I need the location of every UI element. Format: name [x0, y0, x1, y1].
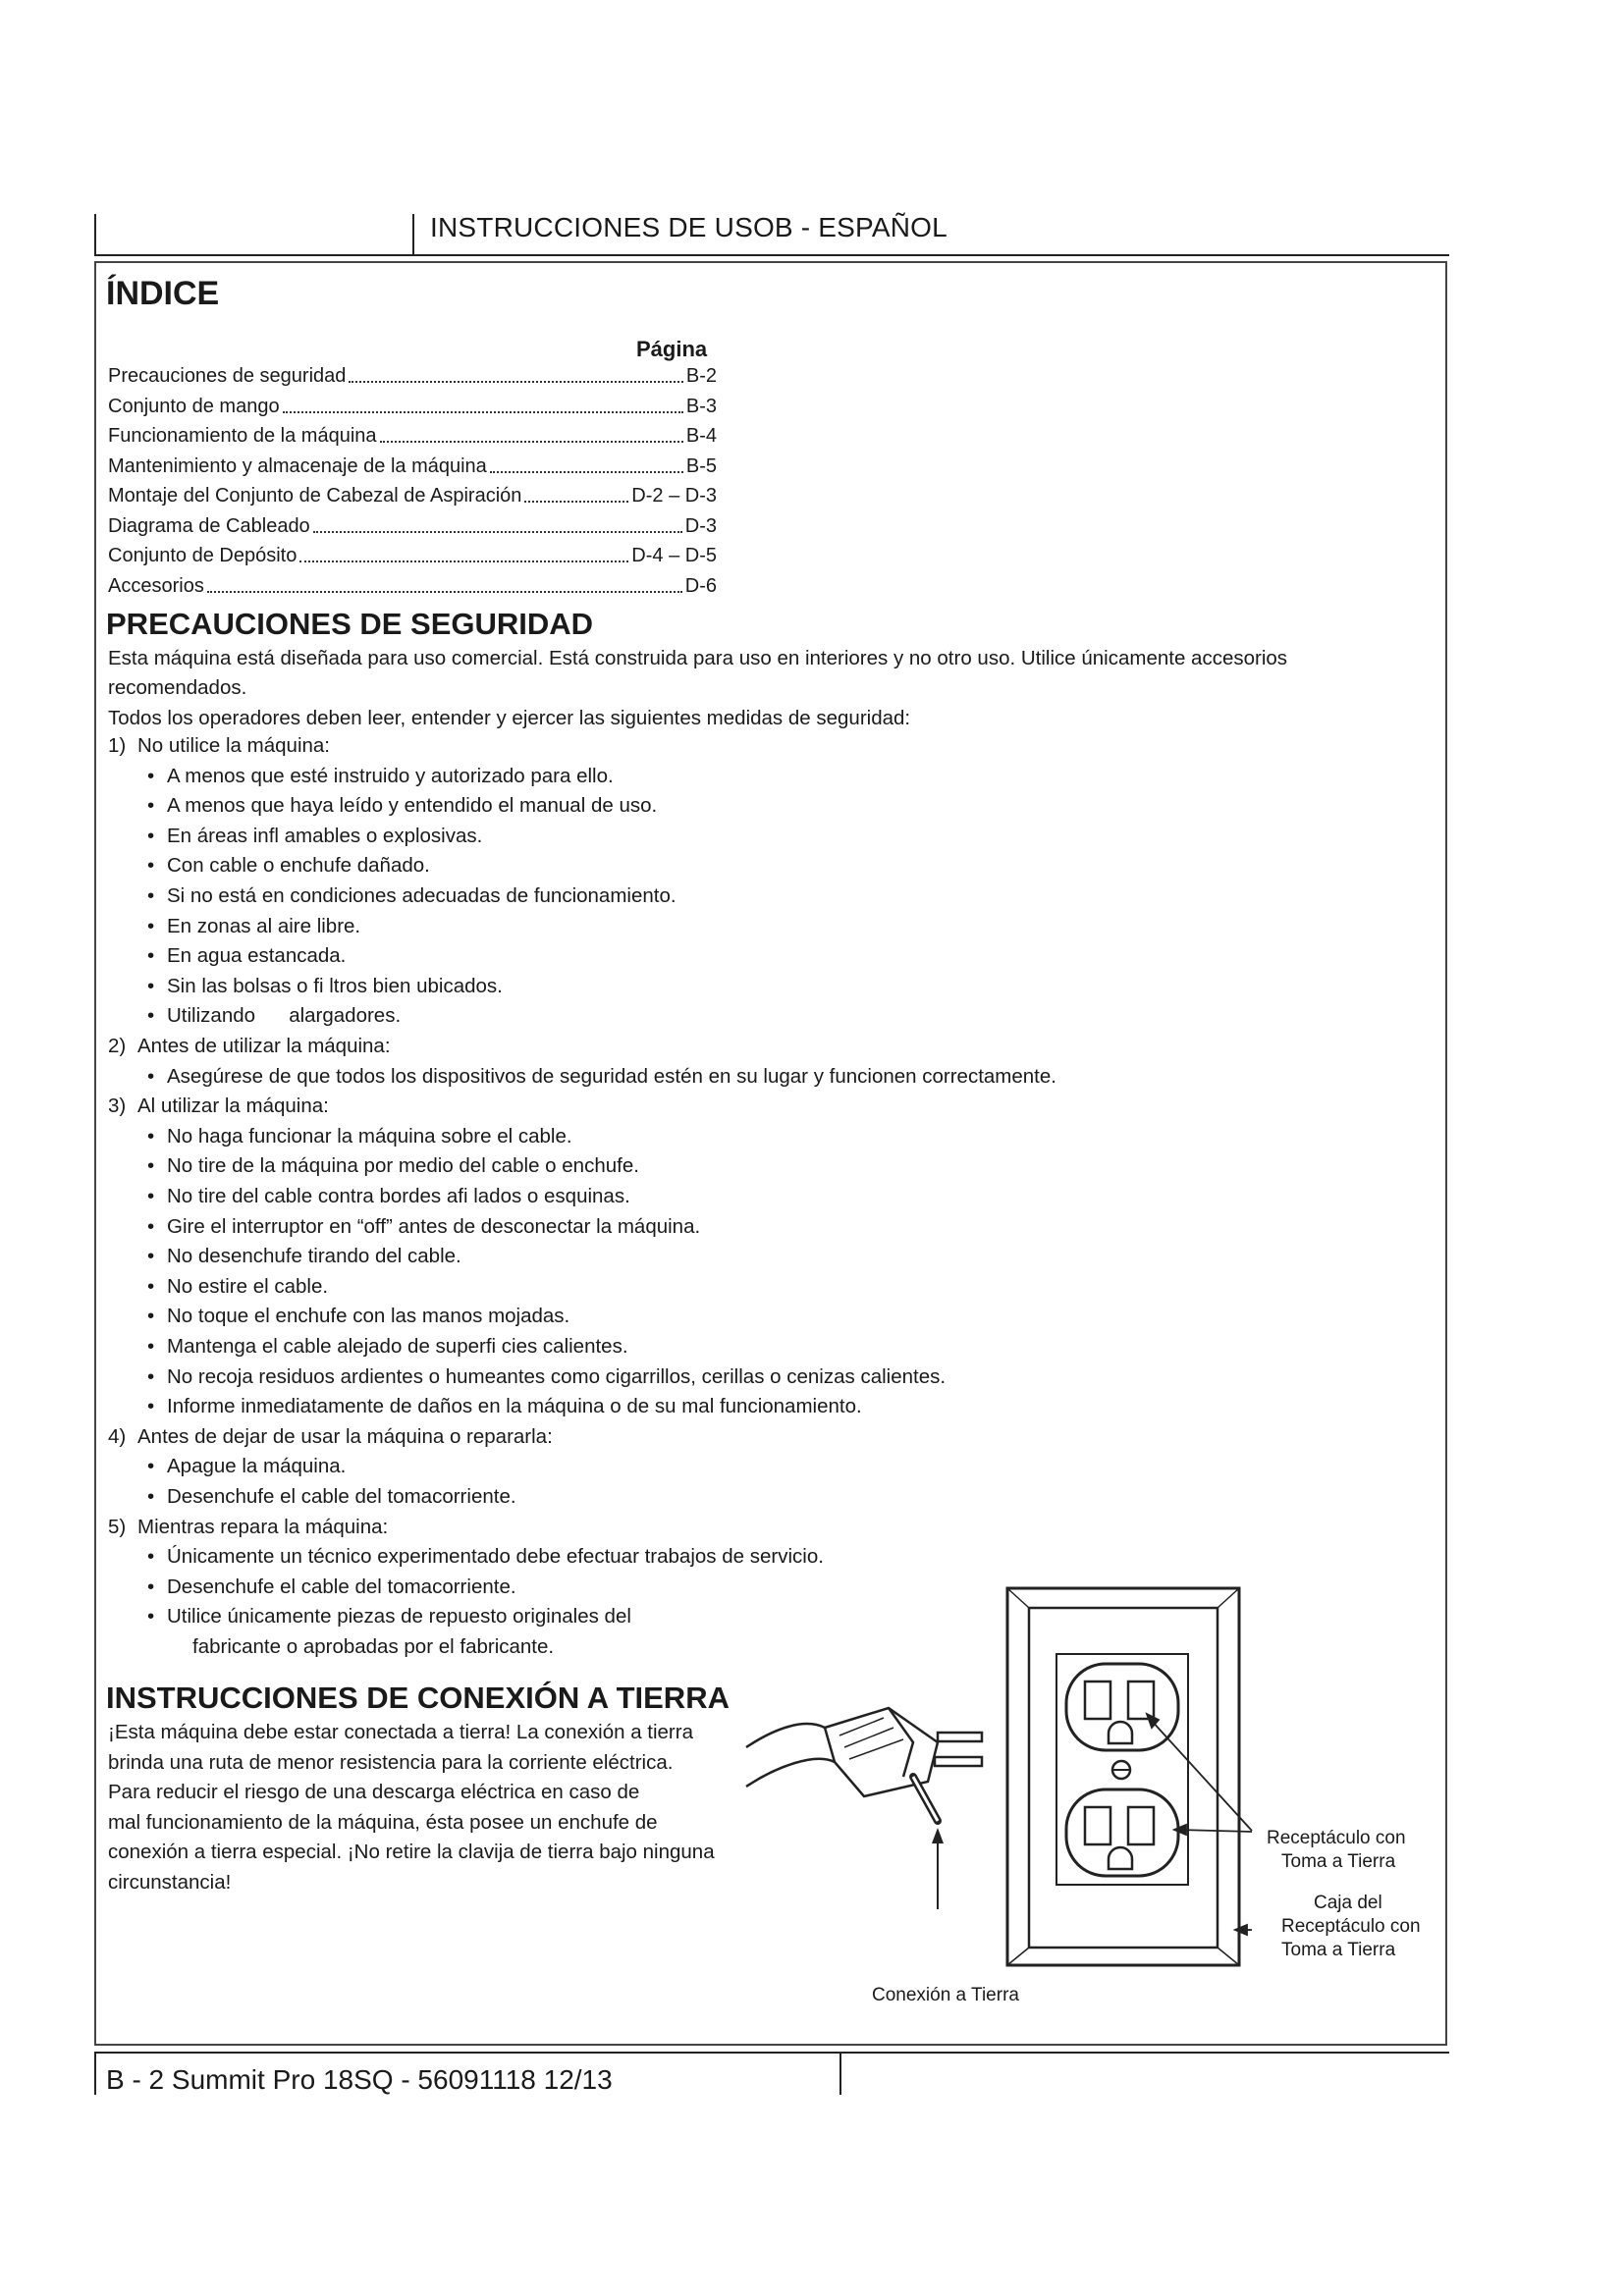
- bullet-icon: •: [147, 1245, 155, 1268]
- safety-bullet-text: Utilizando alargadores.: [167, 1004, 402, 1028]
- bullet-icon: •: [147, 1485, 155, 1508]
- safety-intro-2: recomendados.: [108, 676, 247, 699]
- safety-bullet-text: Apague la máquina.: [167, 1455, 347, 1478]
- box-label-1: Caja del: [1314, 1893, 1382, 1913]
- index-leader-dots: [299, 541, 628, 562]
- bullet-icon: •: [147, 974, 155, 997]
- safety-bullet: [147, 944, 346, 968]
- grounding-title: INSTRUCCIONES DE CONEXIÓN A TIERRA: [106, 1681, 730, 1715]
- safety-bullet: [147, 794, 657, 818]
- grounding-line: circunstancia!: [108, 1870, 232, 1894]
- bullet-icon: •: [147, 1545, 155, 1569]
- bullet-icon: •: [147, 1064, 155, 1088]
- index-entry-page: D-2 – D-3: [631, 485, 717, 507]
- index-entry-label: Mantenimiento y almacenaje de la máquina: [108, 454, 487, 477]
- safety-section-title: Mientras repara la máquina:: [137, 1515, 389, 1538]
- index-entry: [108, 452, 717, 481]
- safety-bullet-text: No desenchufe tirando del cable.: [167, 1245, 461, 1268]
- index-entry-label: Accesorios: [108, 574, 204, 597]
- grounding-line: conexión a tierra especial. ¡No retire la clavija de tierra bajo ninguna: [108, 1841, 715, 1863]
- safety-section-heading: [108, 734, 330, 758]
- safety-bullet-text: Utilice únicamente piezas de repuesto originales del: [167, 1605, 631, 1629]
- index-leader-dots: [490, 452, 683, 473]
- box-label-2: Receptáculo con: [1281, 1916, 1421, 1937]
- safety-section-number: 2): [108, 1035, 127, 1057]
- safety-bullet: [147, 1305, 569, 1328]
- bullet-icon: •: [147, 824, 155, 847]
- bullet-icon: •: [147, 1335, 155, 1358]
- index-entry-page: B-4: [685, 425, 717, 447]
- footer-divider-left: [94, 2052, 96, 2095]
- safety-bullet: [147, 1605, 631, 1629]
- safety-bullet: [147, 1215, 700, 1239]
- bullet-icon: •: [147, 794, 155, 818]
- safety-bullet: [147, 975, 503, 998]
- index-leader-dots: [349, 361, 682, 383]
- grounding-line: Para reducir el riesgo de una descarga eléctrica en caso de: [108, 1781, 640, 1803]
- safety-section-number: 3): [108, 1095, 127, 1118]
- safety-bullet: [147, 1275, 328, 1299]
- receptacle-label-1: Receptáculo con: [1267, 1828, 1406, 1848]
- safety-bullet: [147, 765, 614, 788]
- safety-section-heading: [108, 1516, 388, 1539]
- safety-section-number: 4): [108, 1424, 127, 1448]
- safety-bullet-text: No tire del cable contra bordes afi lados o esquinas.: [167, 1185, 630, 1207]
- safety-bullet: [147, 1065, 1056, 1089]
- safety-bullet: [147, 1365, 946, 1389]
- safety-bullet-text: Mantenga el cable alejado de superfi cies calientes.: [167, 1335, 628, 1358]
- safety-bullet-text: Si no está en condiciones adecuadas de funcionamiento.: [167, 884, 677, 907]
- index-entry: [108, 421, 717, 451]
- safety-bullet-text: No toque el enchufe con las manos mojadas.: [167, 1305, 570, 1328]
- safety-section-title: No utilice la máquina:: [137, 734, 330, 757]
- index-entry: [108, 571, 717, 601]
- footer-text: B - 2 Summit Pro 18SQ - 56091118 12/13: [106, 2064, 613, 2095]
- index-entry: [108, 392, 717, 421]
- index-entry-label: Montaje del Conjunto de Cabezal de Aspiración: [108, 485, 522, 507]
- index-leader-dots: [283, 392, 683, 413]
- safety-bullet-text: A menos que haya leído y entendido el manual de uso.: [167, 794, 658, 818]
- index-entry-page: D-6: [684, 574, 717, 597]
- index-leader-dots: [313, 511, 682, 533]
- bullet-icon: •: [147, 1575, 155, 1598]
- grounding-line: mal funcionamiento de la máquina, ésta posee un enchufe de: [108, 1810, 658, 1834]
- safety-bullet: [147, 915, 360, 938]
- header-rule: [94, 254, 1449, 256]
- grounding-text: [108, 1718, 746, 1897]
- header-title: INSTRUCCIONES DE USOB - ESPAÑOL: [430, 212, 947, 242]
- safety-section-title: Antes de dejar de usar la máquina o repararla:: [137, 1424, 553, 1448]
- safety-bullet-text: Desenchufe el cable del tomacorriente.: [167, 1485, 516, 1508]
- bullet-icon: •: [147, 1185, 155, 1207]
- bullet-icon: •: [147, 944, 155, 968]
- safety-bullet-text: A menos que esté instruido y autorizado para ello.: [167, 764, 614, 787]
- safety-bullet-text: Desenchufe el cable del tomacorriente.: [167, 1575, 516, 1598]
- safety-bullet: [147, 825, 482, 848]
- bullet-icon: •: [147, 1455, 155, 1478]
- bullet-icon: •: [147, 1124, 155, 1148]
- index-entry-page: D-3: [684, 514, 717, 537]
- index-entry: [108, 541, 717, 570]
- bullet-icon: •: [147, 1364, 155, 1388]
- bullet-icon: •: [147, 1605, 155, 1629]
- index-entry-page: D-4 – D-5: [631, 545, 717, 566]
- safety-bullet: [147, 1485, 516, 1509]
- safety-bullet: [147, 1154, 639, 1178]
- receptacle-illustration: [1007, 1588, 1239, 1965]
- bullet-icon: •: [147, 1305, 155, 1328]
- safety-bullet-continuation: fabricante o aprobadas por el fabricante.: [192, 1635, 555, 1658]
- safety-bullet: [147, 884, 677, 908]
- safety-intro-1: Esta máquina está diseñada para uso comercial. Está construida para uso en interiores y no otro uso. Utilice únicamente accesorios: [108, 647, 1288, 669]
- bullet-icon: •: [147, 914, 155, 937]
- safety-section-number: 5): [108, 1515, 127, 1538]
- safety-bullet: [147, 1335, 628, 1359]
- header-divider-left: [94, 214, 96, 255]
- index-entry-label: Diagrama de Cableado: [108, 514, 310, 537]
- bullet-icon: •: [147, 1274, 155, 1298]
- safety-bullet-text: Asegúrese de que todos los dispositivos de seguridad estén en su lugar y funcionen correctamente.: [167, 1064, 1056, 1088]
- safety-bullet-text: No tire de la máquina por medio del cable o enchufe.: [167, 1154, 639, 1178]
- index-page-heading: Página: [636, 337, 708, 361]
- safety-bullet: [147, 1245, 461, 1268]
- grounding-line: ¡Esta máquina debe estar conectada a tierra! La conexión a tierra: [108, 1721, 693, 1743]
- bullet-icon: •: [147, 854, 155, 878]
- bullet-icon: •: [147, 1395, 155, 1418]
- grounding-figure: [717, 1571, 1443, 2032]
- safety-bullet: [147, 854, 430, 878]
- bullet-icon: •: [147, 1154, 155, 1178]
- safety-bullet-text: Sin las bolsas o fi ltros bien ubicados.: [167, 974, 503, 997]
- safety-bullet-text: En zonas al aire libre.: [167, 914, 361, 937]
- safety-bullet-text: No recoja residuos ardientes o humeantes como cigarrillos, cerillas o cenizas calientes.: [167, 1364, 947, 1388]
- safety-section-heading: [108, 1095, 329, 1118]
- footer-divider-mid: [839, 2052, 841, 2095]
- index-entry: [108, 481, 717, 510]
- safety-intro-3: Todos los operadores deben leer, entender y ejercer las siguientes medidas de seguridad:: [108, 707, 911, 729]
- index-entry: [108, 361, 717, 391]
- index-entry-label: Conjunto de mango: [108, 395, 280, 417]
- safety-bullet: [147, 1004, 401, 1028]
- safety-bullet: [147, 1455, 346, 1478]
- index-entry-page: B-2: [685, 365, 717, 387]
- index-entry-label: Precauciones de seguridad: [108, 365, 347, 387]
- safety-bullet-text: No haga funcionar la máquina sobre el cable.: [167, 1124, 572, 1148]
- bullet-icon: •: [147, 1214, 155, 1238]
- index-leader-dots: [380, 421, 683, 443]
- index-entry-label: Funcionamiento de la máquina: [108, 425, 377, 447]
- safety-bullet: [147, 1395, 862, 1418]
- index-entry-label: Conjunto de Depósito: [108, 545, 298, 566]
- safety-section-number: 1): [108, 734, 127, 757]
- safety-bullet-text: No estire el cable.: [167, 1274, 329, 1298]
- grounding-line: brinda una ruta de menor resistencia para la corriente eléctrica.: [108, 1750, 674, 1774]
- safety-section-title: Al utilizar la máquina:: [137, 1095, 329, 1118]
- safety-bullet: [147, 1185, 630, 1208]
- header-divider-mid: [412, 214, 414, 255]
- index-leader-dots: [524, 481, 628, 503]
- safety-bullet: [147, 1575, 516, 1599]
- safety-bullet-text: Informe inmediatamente de daños en la máquina o de su mal funcionamiento.: [167, 1395, 862, 1418]
- safety-bullet-text: Únicamente un técnico experimentado debe efectuar trabajos de servicio.: [167, 1545, 824, 1569]
- plug-illustration: [746, 1708, 982, 1821]
- index-entry-page: B-5: [685, 454, 717, 477]
- index-leader-dots: [207, 571, 682, 593]
- safety-bullet-text: En áreas infl amables o explosivas.: [167, 824, 483, 847]
- safety-bullet-text: Gire el interruptor en “off” antes de desconectar la máquina.: [167, 1214, 701, 1238]
- plug-label: Conexión a Tierra: [872, 1985, 1019, 2005]
- index-title: ÍNDICE: [106, 275, 220, 312]
- safety-bullet: [147, 1545, 824, 1569]
- footer-rule: [94, 2052, 1449, 2054]
- safety-bullet: [147, 1125, 572, 1148]
- safety-section-heading: [108, 1035, 391, 1058]
- box-label-3: Toma a Tierra: [1281, 1940, 1396, 1960]
- callout-lines: [1147, 1714, 1252, 1935]
- bullet-icon: •: [147, 884, 155, 907]
- safety-bullet-text: En agua estancada.: [167, 944, 347, 968]
- safety-section-title: Antes de utilizar la máquina:: [137, 1035, 391, 1057]
- safety-section-heading: [108, 1425, 553, 1449]
- safety-title: PRECAUCIONES DE SEGURIDAD: [106, 607, 594, 641]
- bullet-icon: •: [147, 1004, 155, 1028]
- index-entry: [108, 511, 717, 541]
- receptacle-label-2: Toma a Tierra: [1281, 1851, 1396, 1872]
- safety-bullet-text: Con cable o enchufe dañado.: [167, 854, 430, 878]
- index-entry-page: B-3: [685, 395, 717, 417]
- bullet-icon: •: [147, 764, 155, 787]
